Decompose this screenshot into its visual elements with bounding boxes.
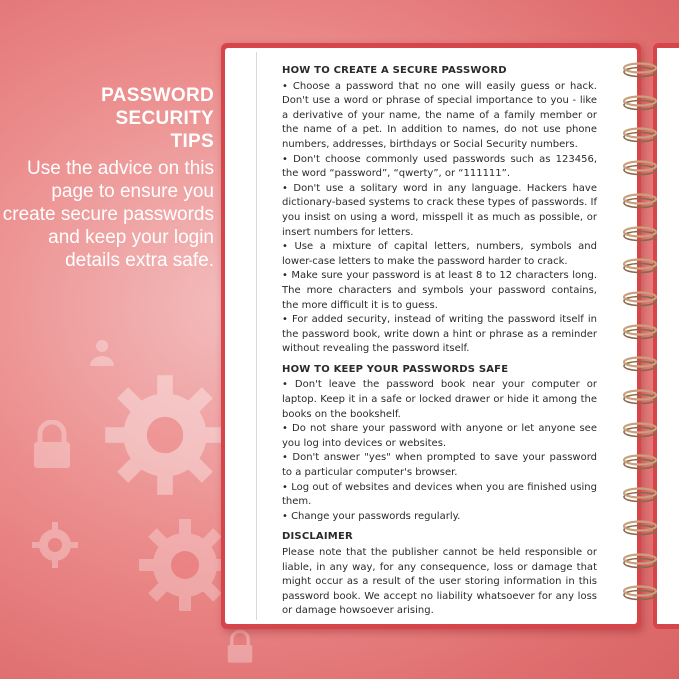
binding-ring <box>622 291 658 307</box>
binding-ring <box>622 585 658 601</box>
binding-ring <box>622 95 658 111</box>
promo-text-panel <box>0 84 214 272</box>
tip-paragraph: • Don't use a solitary word in any language. Hackers have dictionary-based systems to crack these types of passwords. If you insist on using a word, misspell it as much as possible, or insert numbers for letters. <box>282 182 597 238</box>
binding-ring <box>622 127 658 143</box>
binding-ring <box>622 193 658 209</box>
user-icon <box>88 338 116 366</box>
binding-ring <box>622 226 658 242</box>
binding-ring <box>622 356 658 372</box>
tip-paragraph: • Don't answer "yes" when prompted to save your password to a particular computer's browser. <box>282 452 597 479</box>
binding-ring <box>622 553 658 569</box>
page-content <box>282 64 597 625</box>
spiral-binding <box>622 62 662 622</box>
binding-ring <box>622 160 658 176</box>
section-create-password <box>282 64 597 357</box>
tip-paragraph: • Don't leave the password book near your computer or laptop. Keep it in a safe or locked drawer or hide it among the books on the bookshelf. <box>282 379 597 420</box>
section-heading: HOW TO CREATE A SECURE PASSWORD <box>282 65 507 76</box>
tip-paragraph: • Change your passwords regularly. <box>282 510 461 522</box>
binding-ring <box>622 422 658 438</box>
tip-paragraph: • Use a mixture of capital letters, numbers, symbols and lower-case letters to make the password harder to crack. <box>282 241 597 267</box>
promo-title-line: SECURITY <box>115 108 214 129</box>
binding-ring <box>622 62 658 78</box>
binding-ring <box>622 520 658 536</box>
page-margin-line <box>256 52 257 620</box>
section-keep-passwords-safe <box>282 363 597 525</box>
lock-icon <box>30 420 74 470</box>
gear-icon <box>100 370 230 500</box>
binding-ring <box>622 389 658 405</box>
section-heading: HOW TO KEEP YOUR PASSWORDS SAFE <box>282 363 509 375</box>
binding-ring <box>622 487 658 503</box>
section-disclaimer <box>282 530 597 619</box>
tip-paragraph: • Do not share your password with anyone or let anyone see you log into devices or websites. <box>282 423 597 449</box>
disclaimer-paragraph: Please note that the publisher cannot be held responsible or liable, in any way, for any consequence, loss or damage that might occur as a result of the user storing information in this password book. We accept no liability whatsoever for any loss or damage howsoever arising. <box>282 547 597 617</box>
tip-paragraph: • Log out of websites and devices when you are finished using them. <box>282 481 597 508</box>
promo-title-line: PASSWORD <box>101 85 214 106</box>
tip-paragraph: • Don't choose commonly used passwords such as 123456, the word “password”, “qwerty”, or “111111”. <box>282 153 597 180</box>
gear-icon <box>135 515 235 615</box>
promo-title-line: TIPS <box>170 131 214 152</box>
lock-icon <box>225 630 255 664</box>
gear-icon <box>30 520 80 570</box>
tip-paragraph: • For added security, instead of writing the password itself in the password book, write down a hint or phrase as a reminder without revealing the password itself. <box>282 314 597 355</box>
tip-paragraph: • Choose a password that no one will easily guess or hack. Don't use a word or phrase of special importance to you - like a derivative of your name, the name of a family member or the name of a pet. In addition to names, do not use phone numbers, addresses, birthdays or Social Security numbers. <box>282 80 597 150</box>
tip-paragraph: • Make sure your password is at least 8 to 12 characters long. The more characters and symbols your password contains, the more difficult it is to guess. <box>282 270 597 311</box>
promo-subtitle: Use the advice on this page to ensure you create secure passwords and keep your login details extra safe. <box>2 158 214 271</box>
binding-ring <box>622 454 658 470</box>
section-heading: DISCLAIMER <box>282 531 353 543</box>
binding-ring <box>622 324 658 340</box>
binding-ring <box>622 258 658 274</box>
